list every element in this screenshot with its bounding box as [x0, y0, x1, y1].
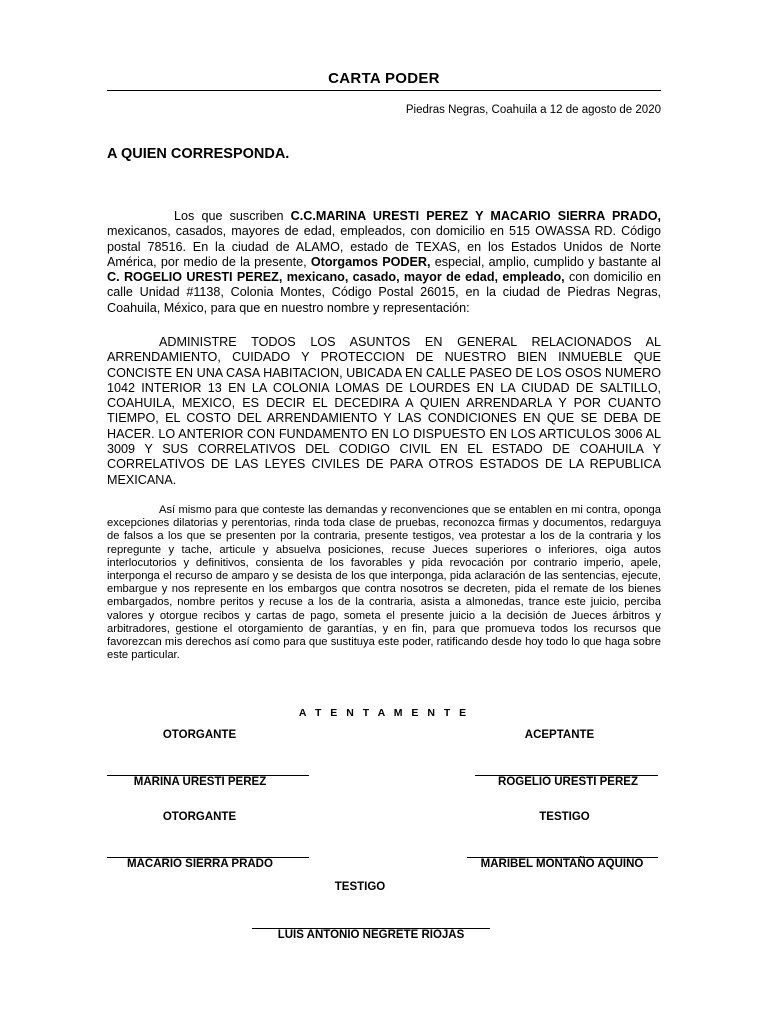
document-title: CARTA PODER [328, 70, 440, 87]
paragraph1-grantor-names: C.C.MARINA URESTI PEREZ Y MACARIO SIERRA PRADO, [290, 209, 661, 223]
signer-rogelio: ROGELIO URESTI PEREZ [498, 776, 638, 788]
title-underline [107, 90, 661, 91]
signer-marina: MARINA URESTI PEREZ [133, 776, 267, 788]
paragraph-legal-faculties: Así mismo para que conteste las demandas y reconvenciones que se entablen en mi contra, oponga excepciones dilatorias y perentorias, rinda toda clase de pruebas, reconozca firmas y documentos, redarguya de falsos a los que se presenten por la contraria, presente testigos, vea protestar a los de la contraria y los repregunte y tache, articule y absuelva posiciones, recuse Jueces superiores o inferiores, oiga autos interlocutorios y definitivos, consienta de los favorables y pida revocación por contrario imperio, apele, interponga el recurso de amparo y se desista de los que interponga, pida aclaración de las sentencias, ejecute, embargue y nos represente en los embargos que contra nosotros se decreten, pida el remate de los bienes embargados, nombre peritos y recuse a los de la contraria, asista a almonedas, trance este juicio, perciba valores y otorgue recibos y cartas de pago, someta el presente juicio a la decisión de Jueces árbitros y arbitradores, gestione el otorgamiento de garantías, y en fin, para que promueva todos los recursos que favorezcan mis derechos así como para que sustituya este poder, ratificando desde hoy todo lo que haga sobre este particular. [107, 504, 661, 662]
signature-heading: A T E N T A M E N T E [298, 707, 470, 719]
signer-macario: MACARIO SIERRA PRADO [127, 858, 273, 870]
role-testigo-2: TESTIGO [334, 881, 386, 893]
role-otorgante-1: OTORGANTE [162, 729, 237, 741]
paragraph-powers: ADMINISTRE TODOS LOS ASUNTOS EN GENERAL RELACIONADOS AL ARRENDAMIENTO, CUIDADO Y PROTECCION DE NUESTRO BIEN INMUEBLE QUE CONCISTE EN UNA CASA HABITACION, UBICADA EN CALLE PASEO DE LOS OSOS NUMERO 1042 INTERIOR 13 EN LA COLONIA LOMAS DE LOURDES EN LA CIUDAD DE SALTILLO, COAHUILA, MEXICO, ES DECIR EL DECEDIRA A QUIEN ARRENDARLA Y POR CUANTO TIEMPO, EL COSTO DEL ARRENDAMIENTO Y LAS CONDICIONES EN QUE SE DEBA DE HACER. LO ANTERIOR CON FUNDAMENTO EN LO DISPUESTO EN LOS ARTICULOS 3006 AL 3009 Y SUS CORRELATIVOS DEL CODIGO CIVIL EN EL ESTADO DE COAHUILA Y CORRELATIVOS DE LAS LEYES CIVILES DE PARA OTROS ESTADOS DE LA REPUBLICA MEXICANA. [107, 335, 661, 487]
role-aceptante: ACEPTANTE [524, 729, 595, 741]
paragraph1-text-2: mexicanos, casados, mayores de edad, empleados, con domicilio en 515 OWASSA RD. Código postal 78516. En la ciudad de ALAMO, estado de TEXAS, en los Estados Unidos de Norte América, por medio de la presente, [107, 224, 661, 269]
paragraph1-text-4: con domicilio en calle Unidad #1138, Colonia Montes, Código Postal 26015, en la ciudad de Piedras Negras, Coahuila, México, para que en nuestro nombre y representación: [107, 270, 661, 315]
paragraph1-grant-power: Otorgamos PODER, [310, 254, 431, 269]
paragraph1-text-3: especial, amplio, cumplido y bastante al [430, 254, 661, 269]
paragraph1-attorney: C. ROGELIO URESTI PEREZ, mexicano, casado, mayor de edad, empleado, [107, 270, 565, 285]
paragraph-grantors [107, 209, 661, 316]
signer-luis: LUIS ANTONIO NEGRETE RIOJAS [277, 929, 465, 941]
place-date: Piedras Negras, Coahuila a 12 de agosto de 2020 [405, 104, 661, 116]
role-testigo-1: TESTIGO [539, 811, 590, 823]
greeting: A QUIEN CORRESPONDA. [107, 146, 290, 162]
paragraph1-text-1: Los que suscriben [174, 209, 291, 223]
signer-maribel: MARIBEL MONTAÑO AQUINO [480, 858, 644, 870]
role-otorgante-2: OTORGANTE [162, 811, 237, 823]
